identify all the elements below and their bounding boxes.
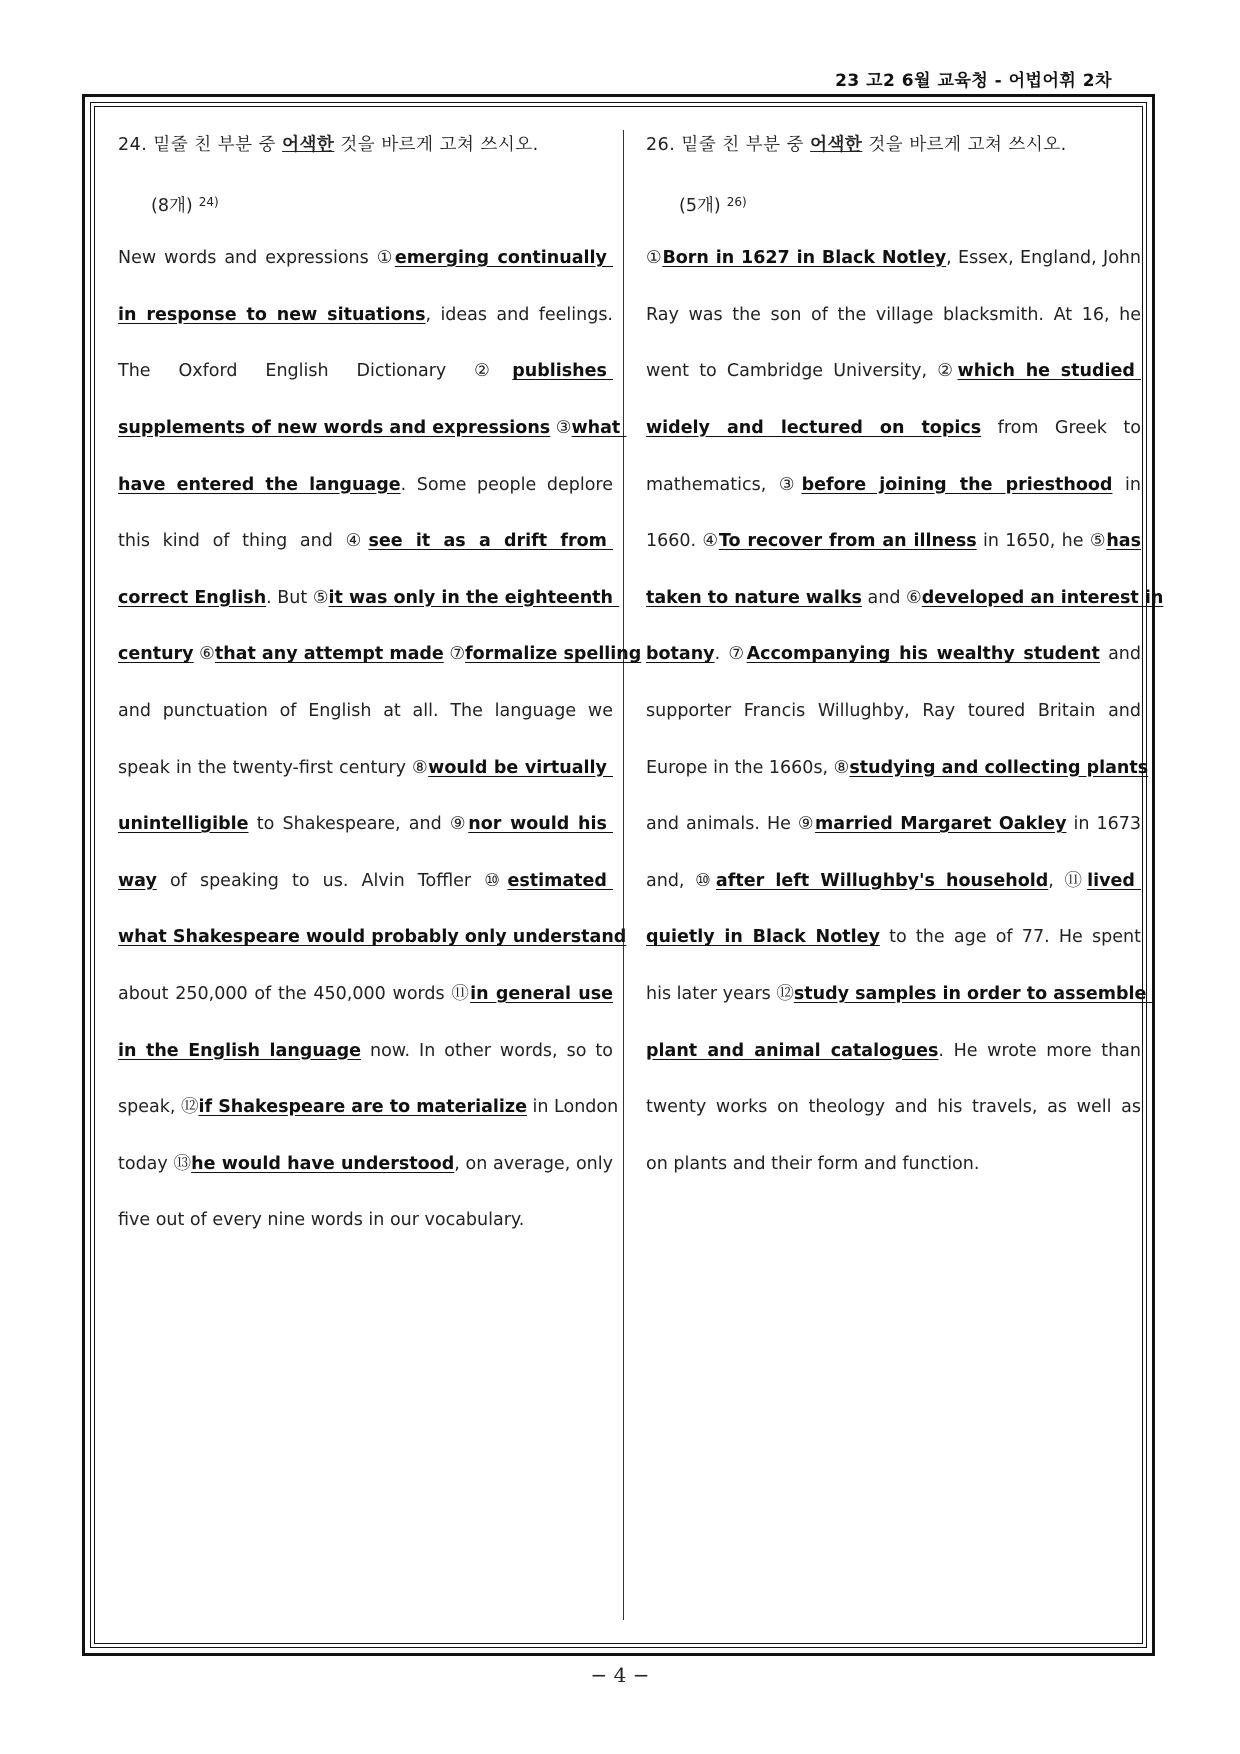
passage-line: century ⑥that any attempt made ⑦formalize spelling — [118, 644, 642, 665]
passage-line: his later years ⑫study samples in order to assemble — [646, 983, 1153, 1004]
question-26-title — [646, 117, 1141, 174]
passage-line: mathematics, ③before joining the priesthood in — [646, 474, 1141, 495]
passage-line: this kind of thing and ④see it as a drift from — [118, 531, 614, 552]
page-header: 23 고2 6월 교육청 - 어법어휘 2차 — [835, 71, 1112, 91]
passage-line: Ray was the son of the village blacksmith. At 16, he — [646, 304, 1141, 325]
question-24-count-text: (8개) — [151, 195, 193, 216]
passage-line: in the English language now. In other words, so to — [118, 1040, 613, 1061]
passage-line: what Shakespeare would probably only understand — [118, 927, 627, 948]
passage-line: Europe in the 1660s, ⑧studying and collecting plants — [646, 757, 1149, 778]
passage-line: botany. ⑦Accompanying his wealthy student and — [646, 644, 1141, 665]
column-divider — [623, 130, 624, 1620]
passage-line: have entered the language. Some people deplore — [118, 474, 614, 495]
question-24-instruction: 밑줄 친 부분 중 — [153, 135, 283, 155]
page-number: − 4 − — [590, 1663, 650, 1687]
passage-line: about 250,000 of the 450,000 words ⑪in general use — [118, 983, 614, 1004]
question-26-count-text: (5개) — [679, 195, 721, 216]
passage-line: went to Cambridge University, ②which he studied — [646, 361, 1141, 382]
question-24-column — [118, 117, 642, 1249]
passage-line: way of speaking to us. Alvin Toffler ⑩estimated — [118, 870, 613, 891]
passage-line: in response to new situations, ideas and feelings. — [118, 304, 613, 325]
footnote-ref-24: 24) — [198, 194, 219, 209]
passage-line: widely and lectured on topics from Greek to — [646, 417, 1141, 438]
question-24-emphasis: 어색한 — [282, 135, 335, 155]
passage-line: quietly in Black Notley to the age of 77. He spent — [646, 927, 1141, 948]
passage-line: New words and expressions ①emerging continually — [118, 248, 613, 269]
question-26-column — [646, 117, 1164, 1192]
footnote-ref-26: 26) — [726, 194, 747, 209]
passage-line: unintelligible to Shakespeare, and ⑨nor would his — [118, 814, 613, 835]
passage-line: today ⑬he would have understood, on average, only — [118, 1153, 613, 1174]
passage-line: five out of every nine words in our vocabulary. — [118, 1210, 525, 1231]
question-26-emphasis: 어색한 — [810, 135, 863, 155]
passage-line: speak in the twenty-first century ⑧would be virtually — [118, 757, 613, 778]
passage-line: and animals. He ⑨married Margaret Oakley in 1673 — [646, 814, 1142, 835]
question-24-count — [118, 174, 613, 231]
question-24-number: 24. — [118, 135, 148, 155]
passage-line: The Oxford English Dictionary ②publishes — [118, 361, 613, 382]
passage-line: ①Born in 1627 in Black Notley, Essex, England, John — [646, 248, 1141, 269]
passage-line: 1660. ④To recover from an illness in 1650, he ⑤has — [646, 531, 1141, 552]
passage-line: correct English. But ⑤it was only in the eighteenth — [118, 587, 620, 608]
question-24-title — [118, 117, 613, 174]
question-26-count — [646, 174, 1141, 231]
question-24-instruction-end: 것을 바르게 고쳐 쓰시오. — [334, 135, 539, 155]
question-24-passage — [118, 230, 642, 1249]
passage-line: taken to nature walks and ⑥developed an interest in — [646, 587, 1164, 608]
question-26-passage — [646, 230, 1164, 1192]
question-26-instruction: 밑줄 친 부분 중 — [681, 135, 811, 155]
passage-line: and punctuation of English at all. The language we — [118, 700, 613, 721]
passage-line: supplements of new words and expressions ③what — [118, 417, 627, 438]
passage-line: supporter Francis Willughby, Ray toured Britain and — [646, 700, 1141, 721]
passage-line: twenty works on theology and his travels, as well as — [646, 1097, 1141, 1118]
passage-line: on plants and their form and function. — [646, 1153, 980, 1174]
question-26-number: 26. — [646, 135, 676, 155]
passage-line: plant and animal catalogues. He wrote more than — [646, 1040, 1141, 1061]
passage-line: speak, ⑫if Shakespeare are to materialize in London — [118, 1097, 619, 1118]
question-26-instruction-end: 것을 바르게 고쳐 쓰시오. — [862, 135, 1067, 155]
passage-line: and, ⑩after left Willughby's household, ⑪lived — [646, 870, 1141, 891]
